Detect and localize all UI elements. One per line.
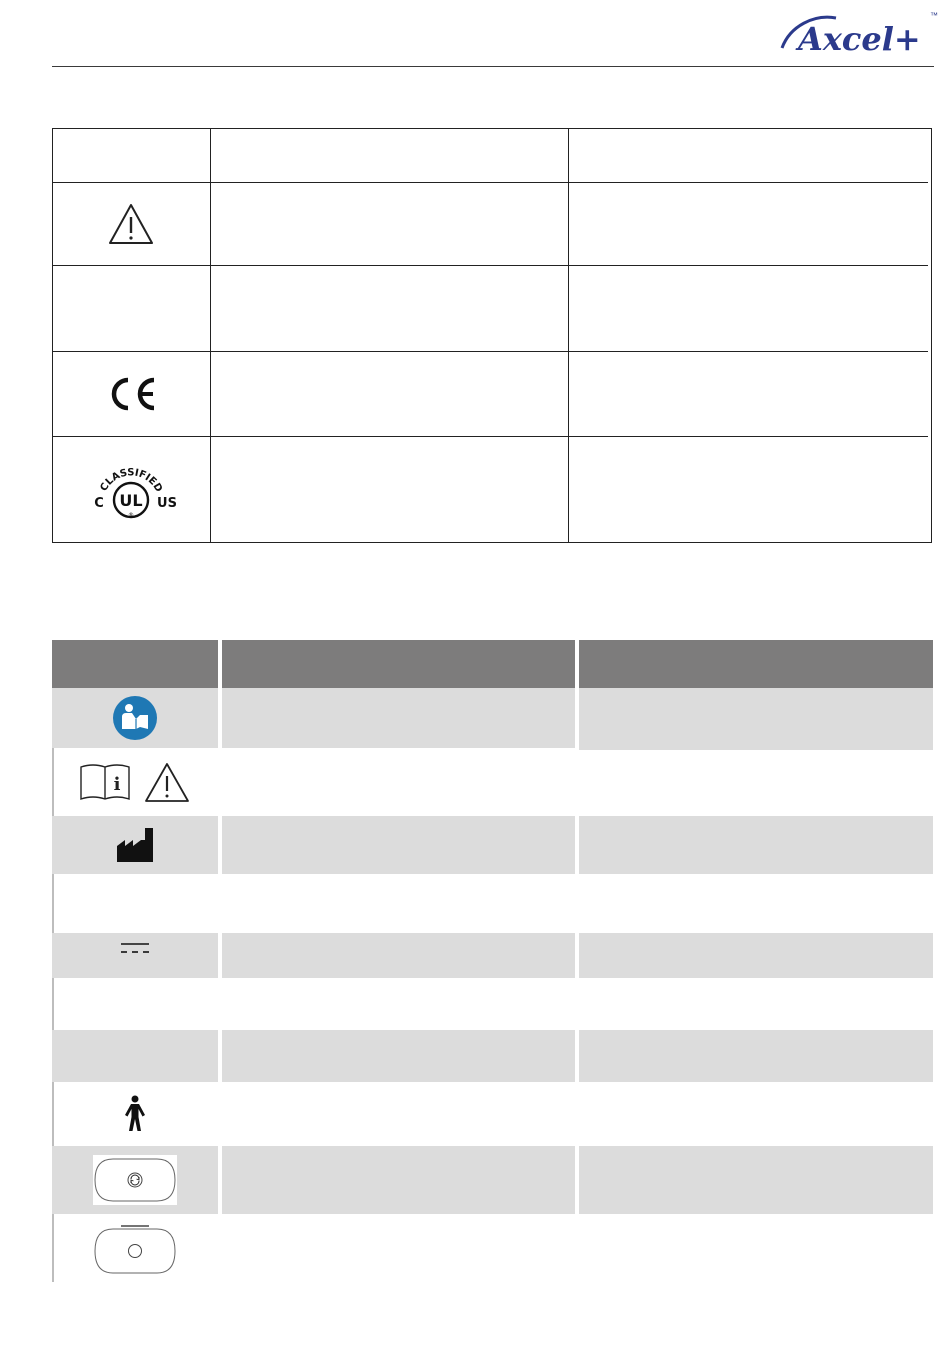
symbols-table-2 [52, 640, 933, 1285]
t2-row-5-col-3 [579, 933, 933, 978]
manufacturer-factory-icon [115, 826, 155, 864]
t2-row-2-icon-cell [52, 750, 218, 814]
t1-row-ce [52, 352, 210, 436]
t2-row-9-col-3 [579, 1146, 933, 1214]
t2-row-7-col-2 [222, 1030, 575, 1082]
t1-row-ul [52, 437, 210, 543]
t2-header-col-1 [52, 640, 218, 688]
ul-classified-text: CLASSIFIED [98, 467, 165, 495]
t2-row-7-col-1 [52, 1030, 218, 1082]
ul-registered-text: ® [128, 512, 134, 519]
ce-mark-icon [104, 374, 158, 414]
info-glyph: i [113, 774, 121, 795]
axcel-logo [780, 6, 938, 60]
logo-letter-a: Axcel+ [798, 20, 921, 58]
t2-row-1-col-2 [222, 688, 575, 748]
ul-center-text: UL [119, 491, 143, 510]
cycle-button-icon [93, 1155, 177, 1205]
t2-header-col-2 [222, 640, 575, 688]
t2-row-7-col-3 [579, 1030, 933, 1082]
t2-row-3-col-2 [222, 816, 575, 874]
t2-row-3-icon-cell [52, 816, 218, 874]
t2-row-9-col-2 [222, 1146, 575, 1214]
ul-classified-mark-icon [76, 450, 186, 530]
header-rule [52, 66, 934, 67]
power-button-icon [93, 1223, 177, 1275]
t2-row-1-col-3 [579, 688, 933, 750]
t2-row-5-icon-cell [52, 933, 218, 963]
t1-row-warning [52, 183, 210, 265]
t2-row-1-icon-cell [52, 688, 218, 748]
logo-trademark: ™ [930, 11, 938, 20]
t2-row-5-col-2 [222, 933, 575, 978]
symbols-table-1 [52, 128, 932, 543]
t2-row-3-col-3 [579, 816, 933, 874]
type-b-applied-part-icon [123, 1095, 147, 1133]
ul-c-text: C [94, 496, 104, 511]
t2-header-col-3 [579, 640, 933, 688]
ul-us-text: US [157, 496, 177, 511]
warning-triangle-icon [107, 202, 155, 246]
t2-row-10-icon-cell [52, 1216, 218, 1282]
consult-instructions-and-caution-icon [79, 761, 191, 803]
read-manual-mandatory-icon [112, 695, 158, 741]
t2-row-8-icon-cell [52, 1084, 218, 1144]
direct-current-icon [119, 941, 151, 955]
t2-row-9-icon-cell [52, 1146, 218, 1214]
